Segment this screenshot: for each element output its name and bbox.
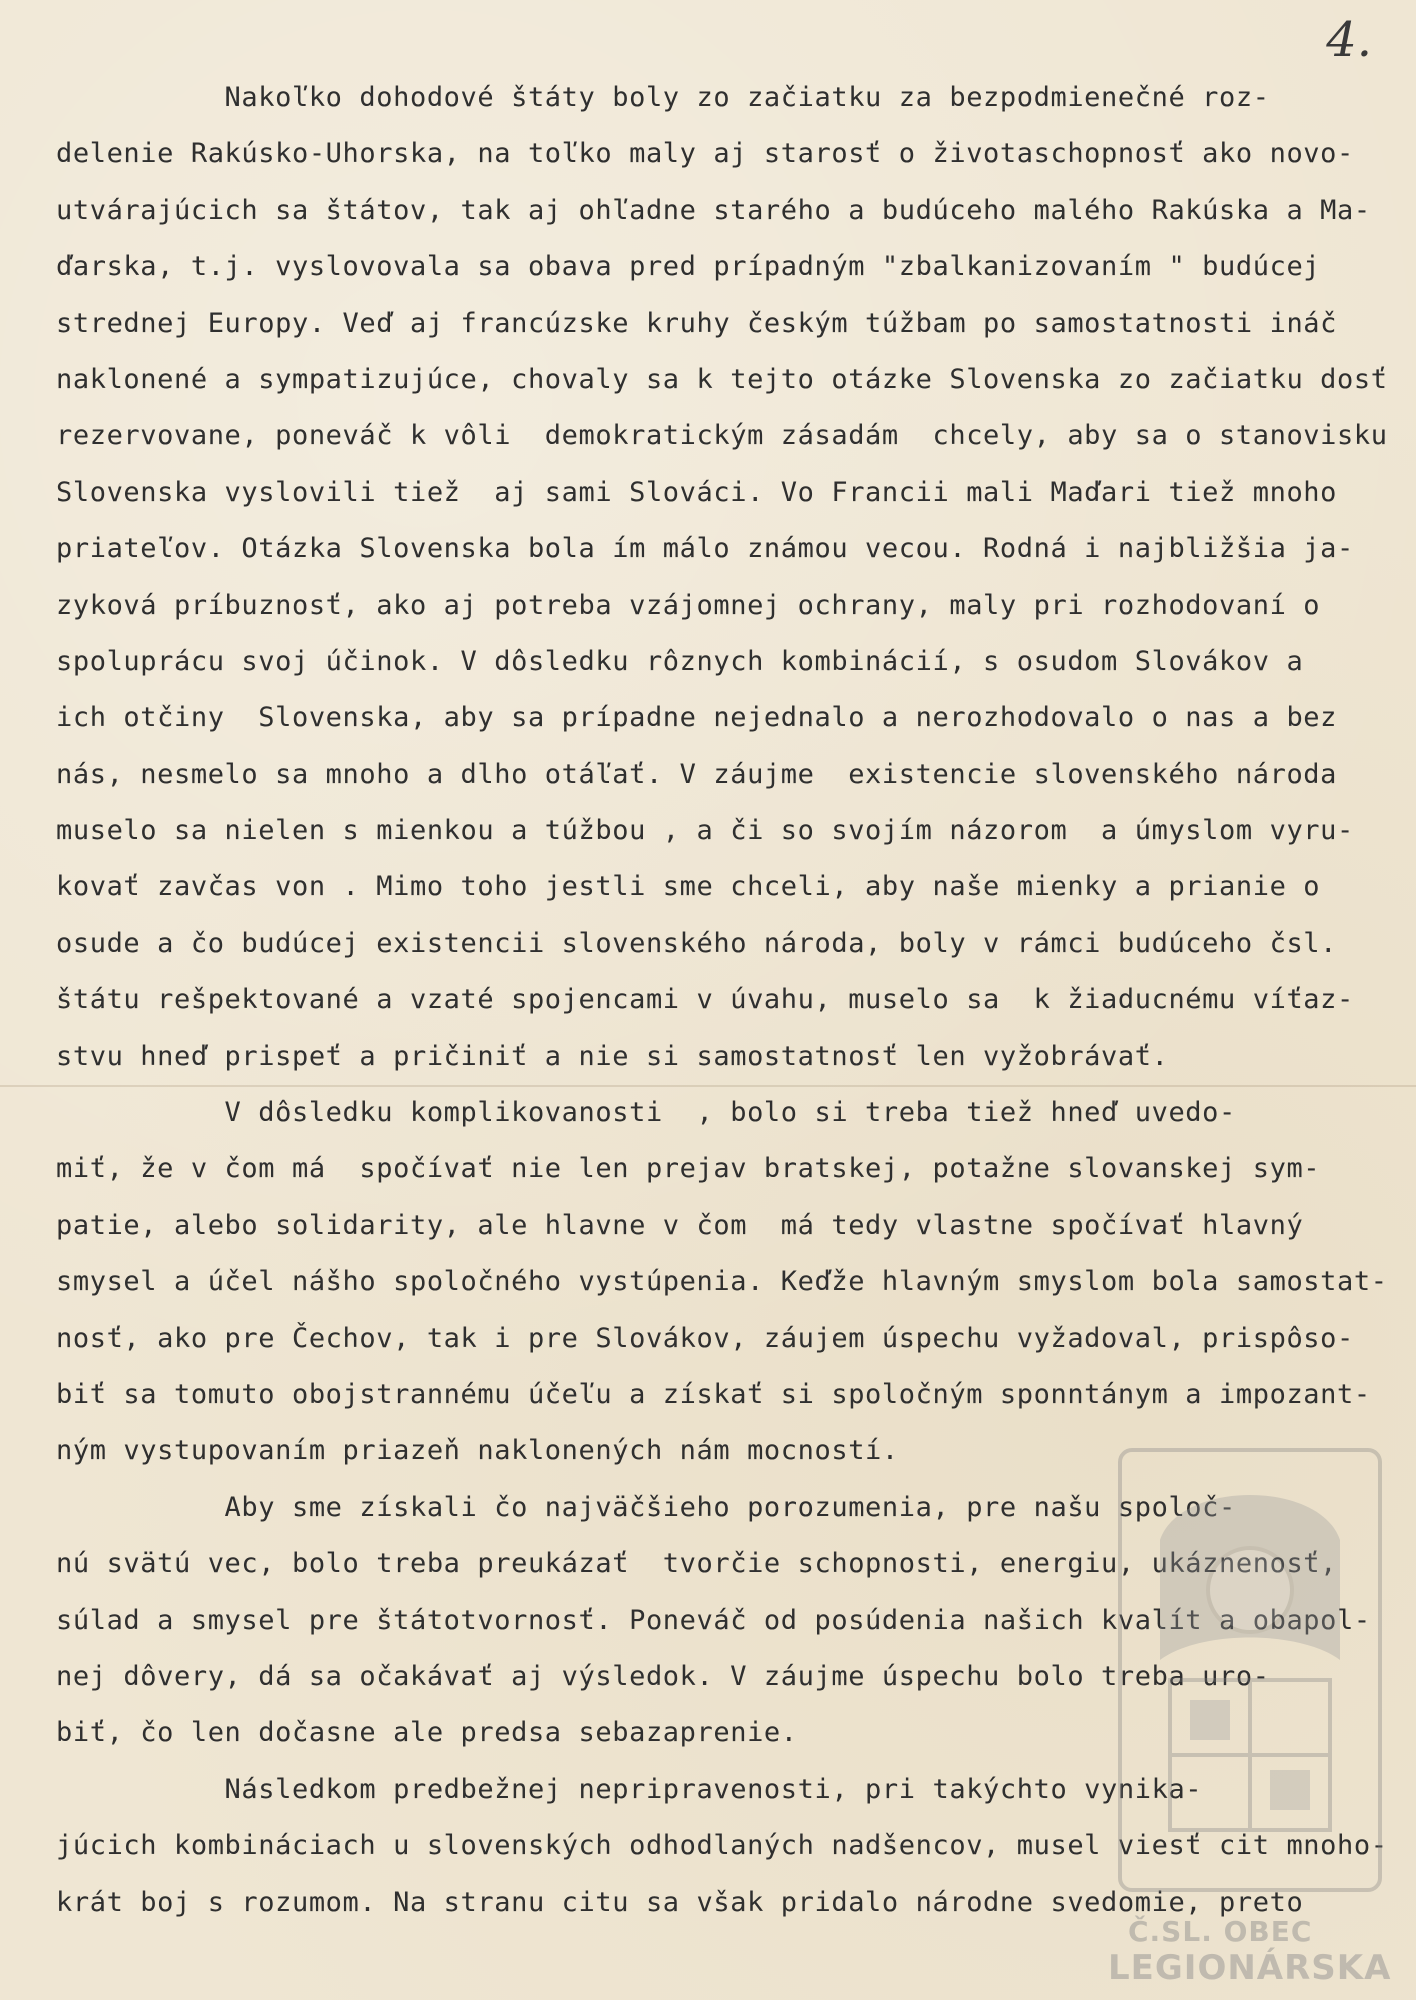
text-line: nosť, ako pre Čechov, tak i pre Slovákov, záujem úspechu vyžadoval, prispôso- [56, 1322, 1354, 1354]
text-line: Slovenska vyslovili tiež aj sami Slováci. Vo Francii mali Maďari tiež mnoho [56, 476, 1338, 508]
text-line: nú svätú vec, bolo treba preukázať tvorčie schopnosti, energiu, ukáznenosť, [56, 1548, 1338, 1580]
text-line: zyková príbuznosť, ako aj potreba vzájomnej ochrany, maly pri rozhodovaní o [56, 589, 1321, 621]
page-number: 4. [1326, 12, 1372, 68]
text-line: smysel a účel nášho spoločného vystúpenia. Keďže hlavným smyslom bola samostat- [56, 1266, 1388, 1298]
text-line: nej dôvery, dá sa očakávať aj výsledok. V záujme úspechu bolo treba uro- [56, 1660, 1270, 1692]
text-line: ným vystupovaním priazeň naklonených nám mocností. [56, 1435, 899, 1467]
text-line: strednej Europy. Veď aj francúzske kruhy českým túžbam po samostatnosti ináč [56, 307, 1338, 339]
text-line: naklonené a sympatizujúce, chovaly sa k tejto otázke Slovenska zo začiatku dosť [56, 363, 1388, 395]
text-line: delenie Rakúsko-Uhorska, na toľko maly aj starosť o životaschopnosť ako novo- [56, 138, 1354, 170]
text-line: nás, nesmelo sa mnoho a dlho otáľať. V záujme existencie slovenského národa [56, 758, 1338, 790]
text-line: V dôsledku komplikovanosti , bolo si treba tiež hneď uvedo- [56, 1097, 1236, 1129]
text-line: júcich kombináciach u slovenských odhodlaných nadšencov, musel viesť cit mnoho- [56, 1830, 1388, 1862]
text-line: súlad a smysel pre štátotvornosť. Poneváč od posúdenia našich kvalít a obapol- [56, 1604, 1371, 1636]
text-line: biť sa tomuto obojstrannému účeľu a získať si spoločným sponntánym a impozant- [56, 1378, 1371, 1410]
watermark-text-line2: LEGIONÁRSKA [1108, 1948, 1392, 1988]
text-line: krát boj s rozumom. Na stranu citu sa však pridalo národne svedomie, preto [56, 1886, 1304, 1918]
text-line: stvu hneď prispeť a pričiniť a nie si samostatnosť len vyžobrávať. [56, 1040, 1169, 1072]
text-line: patie, alebo solidarity, ale hlavne v čom má tedy vlastne spočívať hlavný [56, 1209, 1304, 1241]
text-line: ďarska, t.j. vyslovovala sa obava pred prípadným "zbalkanizovaním " budúcej [56, 251, 1338, 283]
text-line: kovať zavčas von . Mimo toho jestli sme chceli, aby naše mienky a prianie o [56, 871, 1321, 903]
text-line: miť, že v čom má spočívať nie len prejav bratskej, potažne slovanskej sym- [56, 1153, 1321, 1185]
text-line: utvárajúcich sa štátov, tak aj ohľadne starého a budúceho malého Rakúska a Ma- [56, 194, 1371, 226]
text-line: muselo sa nielen s mienkou a túžbou , a či so svojím názorom a úmyslom vyru- [56, 815, 1354, 847]
text-line: biť, čo len dočasne ale predsa sebazaprenie. [56, 1717, 798, 1749]
text-line: Nakoľko dohodové štáty boly zo začiatku za bezpodmienečné roz- [56, 82, 1270, 113]
text-line: priateľov. Otázka Slovenska bola ím málo známou vecou. Rodná i najbližšia ja- [56, 533, 1354, 565]
text-line: Aby sme získali čo najväčšieho porozumenia, pre našu spoloč- [56, 1491, 1236, 1523]
watermark-text-line1: Č.SL. OBEC [1128, 1915, 1313, 1948]
text-line: štátu rešpektované a vzaté spojencami v úvahu, muselo sa k žiaducnému víťaz- [56, 984, 1354, 1016]
text-line: spoluprácu svoj účinok. V dôsledku rôznych kombinácií, s osudom Slovákov a [56, 645, 1304, 677]
text-line: Následkom predbežnej nepripravenosti, pri takýchto vynika- [56, 1773, 1203, 1805]
legion-emblem-watermark [1100, 1420, 1400, 1990]
text-line: osude a čo budúcej existencii slovenského národa, boly v rámci budúceho čsl. [56, 927, 1338, 959]
text-line: rezervovane, poneváč k vôli demokratickým zásadám chcely, aby sa o stanovisku [56, 420, 1388, 452]
text-line: ich otčiny Slovenska, aby sa prípadne nejednalo a nerozhodovalo o nas a bez [56, 702, 1338, 734]
emblem-icon [1100, 1420, 1400, 1990]
